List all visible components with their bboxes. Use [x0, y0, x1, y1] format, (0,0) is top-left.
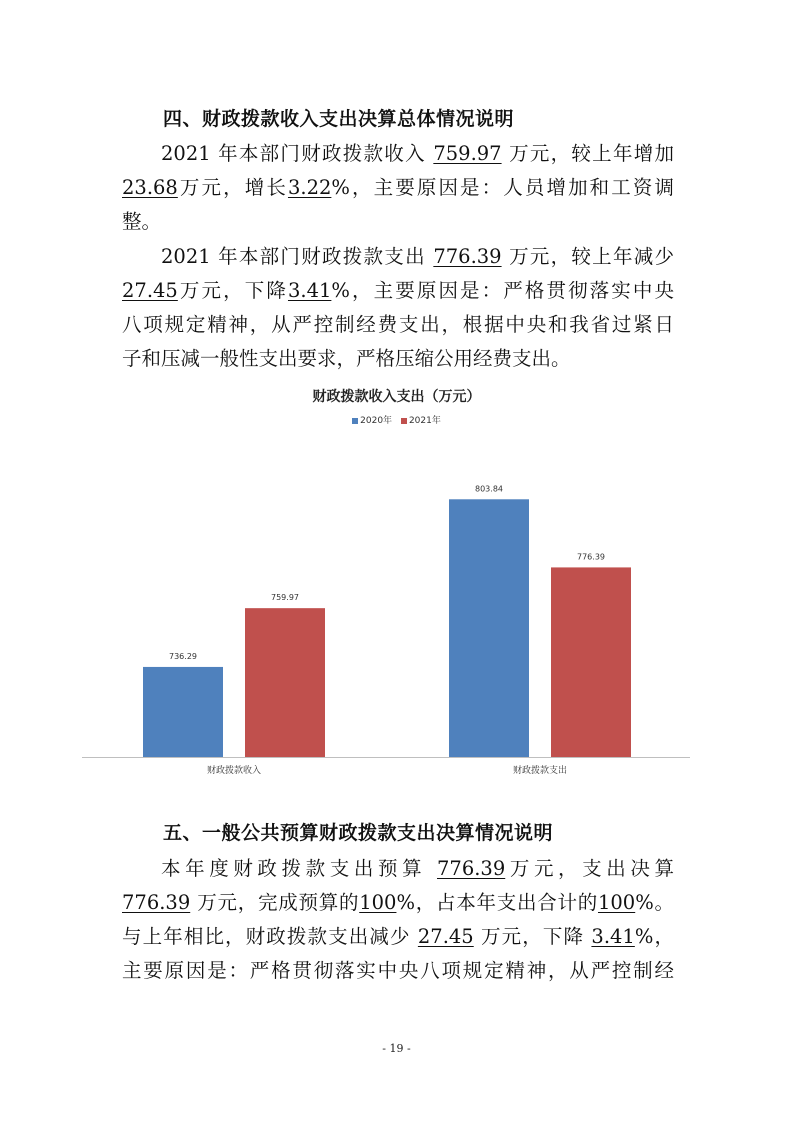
text: %， — [634, 925, 674, 948]
legend-item-2021 — [401, 413, 441, 426]
increase-amount: 23.68 — [122, 176, 178, 199]
share-rate: 100 — [597, 891, 636, 914]
paragraph-line — [122, 171, 674, 205]
text: 万元，支出决算 — [505, 857, 674, 880]
legend-swatch — [401, 418, 407, 424]
text: 主要原因是：严格贯彻落实中央八项规定精神，从严控制经 — [122, 959, 674, 982]
legend-label: 2021年 — [408, 416, 441, 426]
text: 万元，增长 — [177, 176, 288, 199]
text: %，主要原因是：严格贯彻落实中央 — [331, 279, 674, 302]
bar-2020年-财政拨款支出 — [449, 499, 529, 757]
decrease-rate: 3.41 — [591, 925, 635, 948]
text: %，主要原因是：人员增加和工资调 — [331, 176, 674, 199]
increase-rate: 3.22 — [287, 176, 332, 199]
legend-swatch — [352, 418, 358, 424]
completion-rate: 100 — [359, 891, 397, 914]
bar-2020年-财政拨款收入 — [143, 667, 223, 757]
page-number: - 19 - — [382, 1042, 411, 1055]
chart-title: 财政拨款收入支出（万元） — [312, 389, 481, 405]
paragraph-line — [122, 342, 674, 376]
x-tick-label: 财政拨款支出 — [512, 766, 568, 776]
paragraph-line — [122, 137, 674, 171]
bar-2021年-财政拨款支出 — [551, 567, 631, 757]
text: 2021 年本部门财政拨款支出 — [161, 245, 426, 268]
income-amount: 759.97 — [433, 142, 502, 165]
data-label: 803.84 — [475, 484, 503, 494]
section4-heading: 四、财政拨款收入支出决算总体情况说明 — [163, 108, 515, 130]
section5-paragraph — [122, 852, 674, 988]
text: 与上年相比，财政拨款支出减少 — [122, 925, 411, 948]
legend-item-2020 — [352, 413, 392, 426]
text: 万元，完成预算的 — [197, 891, 360, 914]
data-label: 736.29 — [169, 651, 197, 661]
budget-amount: 776.39 — [437, 857, 506, 880]
expense-amount: 776.39 — [433, 245, 502, 268]
paragraph-line — [122, 308, 674, 342]
text: 整。 — [122, 210, 162, 233]
decrease-amount: 27.45 — [122, 279, 178, 302]
text: 八项规定精神，从严控制经费支出，根据中央和我省过紧日 — [122, 313, 674, 336]
text: %，占本年支出合计的 — [396, 891, 598, 914]
x-tick-label: 财政拨款收入 — [206, 766, 262, 776]
decrease-amount: 27.45 — [417, 925, 474, 948]
bar-chart — [0, 430, 793, 790]
text: 本年度财政拨款支出预算 — [161, 857, 427, 880]
data-label: 776.39 — [577, 552, 605, 562]
section4-paragraph-2 — [122, 240, 674, 376]
final-amount: 776.39 — [122, 891, 191, 914]
text: 2021 年本部门财政拨款收入 — [161, 142, 426, 165]
section4-paragraph-1 — [122, 137, 674, 239]
bar-2021年-财政拨款收入 — [245, 608, 325, 757]
text: %。 — [635, 891, 674, 914]
legend-label: 2020年 — [360, 416, 393, 426]
chart-legend — [0, 413, 793, 426]
section5-heading: 五、一般公共预算财政拨款支出决算情况说明 — [163, 822, 554, 844]
paragraph-line — [122, 852, 674, 886]
text: 万元，较上年增加 — [509, 142, 674, 165]
paragraph-line — [122, 240, 674, 274]
text: 万元，下降 — [177, 279, 288, 302]
paragraph-line — [122, 886, 674, 920]
text: 子和压减一般性支出要求，严格压缩公用经费支出。 — [122, 347, 571, 370]
decrease-rate: 3.41 — [287, 279, 332, 302]
data-label: 759.97 — [271, 593, 299, 603]
paragraph-line — [122, 920, 674, 954]
paragraph-line — [122, 954, 674, 988]
paragraph-line — [122, 205, 674, 239]
paragraph-line — [122, 274, 674, 308]
text: 万元，下降 — [481, 925, 585, 948]
text: 万元，较上年减少 — [509, 245, 674, 268]
